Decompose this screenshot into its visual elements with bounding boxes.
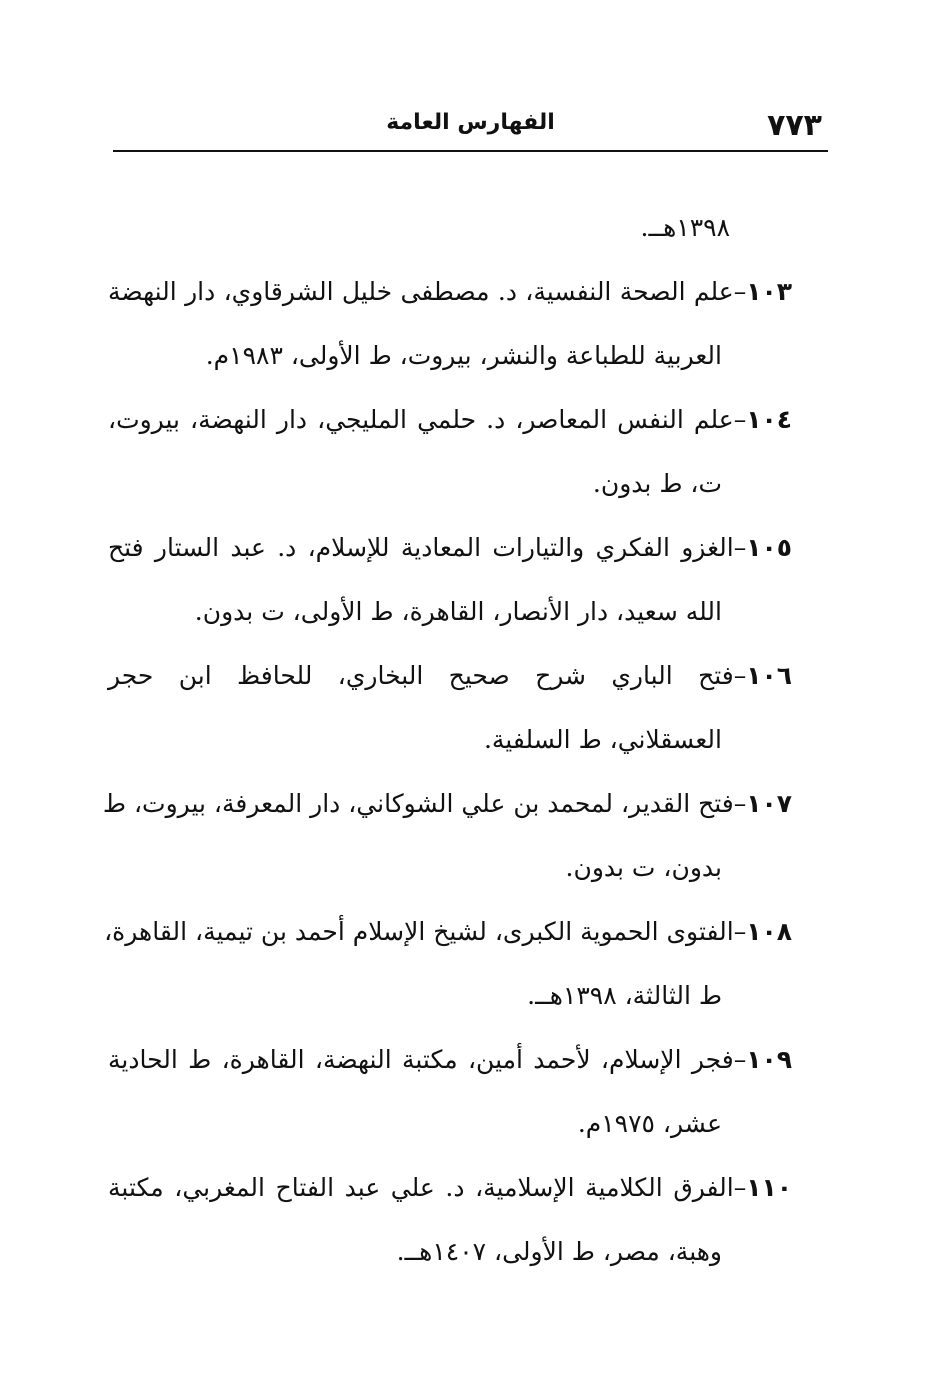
entry-line-2: وهبة، مصر، ط الأولى، ١٤٠٧هــ. — [396, 1237, 722, 1266]
entry-number: ١٠٣ — [746, 277, 792, 306]
bibliography-list — [102, 196, 792, 1284]
entry-line-2: ط الثالثة، ١٣٩٨هــ. — [527, 981, 722, 1010]
entry-text: –علم الصحة النفسية، د. مصطفى خليل الشرقاوي، دار النهضة — [108, 277, 747, 306]
page-header — [113, 100, 828, 152]
entry-number: ١٠٩ — [746, 1045, 792, 1074]
bibliography-entry — [108, 516, 792, 644]
entry-number: ١٠٧ — [746, 789, 792, 818]
bibliography-entry — [108, 1028, 792, 1156]
entry-line-1 — [108, 1156, 792, 1220]
entry-text: –فتح القدير، لمحمد بن علي الشوكاني، دار المعرفة، بيروت، ط — [102, 789, 747, 818]
entry-line-1 — [108, 388, 792, 452]
bibliography-entry — [108, 644, 792, 772]
entry-number: ١٠٤ — [746, 405, 792, 434]
entry-line-1 — [108, 260, 792, 324]
entry-text: –فتح الباري شرح صحيح البخاري، للحافظ ابن حجر — [108, 661, 747, 690]
entry-line-1 — [108, 516, 792, 580]
entry-text: –الفرق الكلامية الإسلامية، د. علي عبد الفتاح المغربي، مكتبة — [108, 1173, 747, 1202]
entry-line-1 — [108, 1028, 792, 1092]
entry-line-2: العربية للطباعة والنشر، بيروت، ط الأولى، ١٩٨٣م. — [205, 341, 722, 370]
entry-line-2: ت، ط بدون. — [592, 469, 722, 498]
entry-text: –علم النفس المعاصر، د. حلمي المليجي، دار النهضة، بيروت، — [108, 405, 747, 434]
entry-text: –الغزو الفكري والتيارات المعادية للإسلام، د. عبد الستار فتح — [108, 533, 747, 562]
entry-line-1 — [108, 644, 792, 708]
entry-line-2: الله سعيد، دار الأنصار، القاهرة، ط الأولى، ت بدون. — [194, 597, 722, 626]
entry-number: ١٠٥ — [746, 533, 792, 562]
entry-line-2: العسقلاني، ط السلفية. — [483, 725, 722, 754]
bibliography-entry — [108, 1156, 792, 1284]
continuation-line: ١٣٩٨هــ. — [640, 213, 730, 242]
entry-line-1 — [102, 772, 792, 836]
entry-line-2: بدون، ت بدون. — [565, 853, 722, 882]
entry-number: ١١٠ — [746, 1173, 792, 1202]
running-title: الفهارس العامة — [386, 110, 555, 135]
entry-number: ١٠٦ — [746, 661, 792, 690]
bibliography-entry — [108, 388, 792, 516]
entry-line-2: عشر، ١٩٧٥م. — [577, 1109, 722, 1138]
entry-number: ١٠٨ — [746, 917, 792, 946]
bibliography-entry — [104, 900, 792, 1028]
page-number: ٧٧٣ — [767, 108, 822, 143]
entry-text: –فجر الإسلام، لأحمد أمين، مكتبة النهضة، القاهرة، ط الحادية — [108, 1045, 747, 1074]
entry-text: –الفتوى الحموية الكبرى، لشيخ الإسلام أحمد بن تيمية، القاهرة، — [104, 917, 747, 946]
entry-line-1 — [104, 900, 792, 964]
bibliography-entry — [102, 772, 792, 900]
bibliography-entry — [108, 260, 792, 388]
